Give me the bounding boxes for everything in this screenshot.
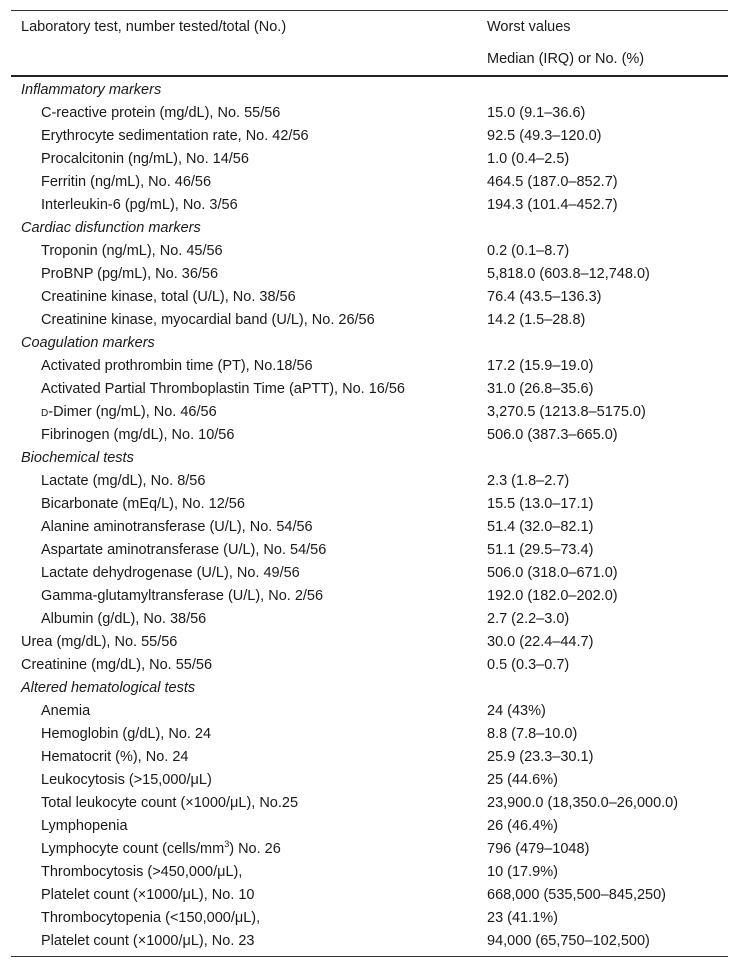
test-value: 3,270.5 (1213.8–5175.0) bbox=[487, 404, 646, 420]
lab-results-table bbox=[11, 10, 728, 957]
test-value: 94,000 (65,750–102,500) bbox=[487, 933, 650, 949]
test-label: Total leukocyte count (×1000/μL), No.25 bbox=[41, 795, 299, 811]
test-value: 5,818.0 (603.8–12,748.0) bbox=[487, 266, 650, 282]
test-value: 23 (41.1%) bbox=[487, 910, 558, 926]
test-value: 15.0 (9.1–36.6) bbox=[487, 105, 586, 121]
test-value: 8.8 (7.8–10.0) bbox=[487, 726, 578, 742]
test-value: 506.0 (387.3–665.0) bbox=[487, 427, 618, 443]
test-label: Platelet count (×1000/μL), No. 23 bbox=[41, 933, 255, 949]
table-row bbox=[11, 930, 728, 953]
section-row bbox=[11, 677, 728, 700]
test-value: 14.2 (1.5–28.8) bbox=[487, 312, 586, 328]
test-value: 30.0 (22.4–44.7) bbox=[487, 634, 594, 650]
test-value: 76.4 (43.5–136.3) bbox=[487, 289, 602, 305]
test-value bbox=[487, 332, 728, 355]
test-label: Thrombocytosis (>450,000/μL), bbox=[41, 864, 243, 880]
test-label bbox=[11, 838, 487, 861]
test-label: Procalcitonin (ng/mL), No. 14/56 bbox=[41, 151, 249, 167]
test-value: 194.3 (101.4–452.7) bbox=[487, 197, 618, 213]
table-row bbox=[11, 815, 728, 838]
test-label: Urea (mg/dL), No. 55/56 bbox=[21, 634, 178, 650]
test-label: Creatinine kinase, total (U/L), No. 38/56 bbox=[41, 289, 296, 305]
header-col2-line1: Worst values bbox=[487, 19, 571, 35]
test-label bbox=[11, 401, 487, 424]
table-header bbox=[11, 11, 728, 75]
test-value: 23,900.0 (18,350.0–26,000.0) bbox=[487, 795, 679, 811]
test-value: 25.9 (23.3–30.1) bbox=[487, 749, 594, 765]
test-label: Activated prothrombin time (PT), No.18/56 bbox=[41, 358, 313, 374]
test-label-suffix: ) No. 26 bbox=[229, 841, 281, 857]
test-value: 24 (43%) bbox=[487, 703, 546, 719]
section-label: Inflammatory markers bbox=[21, 82, 162, 98]
test-value: 2.3 (1.8–2.7) bbox=[487, 473, 570, 489]
test-value: 0.2 (0.1–8.7) bbox=[487, 243, 570, 259]
test-value: 668,000 (535,500–845,250) bbox=[487, 887, 666, 903]
table-row bbox=[11, 148, 728, 171]
table-row bbox=[11, 861, 728, 884]
test-label-text: Lymphocyte count (cells/mm bbox=[41, 841, 225, 857]
table-row bbox=[11, 907, 728, 930]
table-row bbox=[11, 769, 728, 792]
table-row bbox=[11, 792, 728, 815]
table-bottom-rule bbox=[11, 956, 728, 957]
test-label: Anemia bbox=[41, 703, 91, 719]
test-value: 25 (44.6%) bbox=[487, 772, 558, 788]
table-row bbox=[11, 884, 728, 907]
table-row bbox=[11, 378, 728, 401]
table-row bbox=[11, 608, 728, 631]
table-row bbox=[11, 424, 728, 447]
test-label: Activated Partial Thromboplastin Time (aPTT), No. 16/56 bbox=[41, 381, 405, 397]
test-value: 51.1 (29.5–73.4) bbox=[487, 542, 594, 558]
table-row bbox=[11, 286, 728, 309]
table-row bbox=[11, 700, 728, 723]
test-value: 2.7 (2.2–3.0) bbox=[487, 611, 570, 627]
test-label: Ferritin (ng/mL), No. 46/56 bbox=[41, 174, 212, 190]
test-label: Platelet count (×1000/μL), No. 10 bbox=[41, 887, 255, 903]
test-label: Lymphopenia bbox=[41, 818, 128, 834]
test-label: Bicarbonate (mEq/L), No. 12/56 bbox=[41, 496, 245, 512]
test-value: 796 (479–1048) bbox=[487, 841, 590, 857]
table-row bbox=[11, 493, 728, 516]
table-row bbox=[11, 309, 728, 332]
table-row bbox=[11, 516, 728, 539]
test-label: ProBNP (pg/mL), No. 36/56 bbox=[41, 266, 219, 282]
test-label: Creatinine (mg/dL), No. 55/56 bbox=[21, 657, 213, 673]
test-label: Albumin (g/dL), No. 38/56 bbox=[41, 611, 207, 627]
test-value bbox=[487, 677, 728, 700]
header-col2-line2: Median (IRQ) or No. (%) bbox=[487, 51, 645, 67]
test-label: Fibrinogen (mg/dL), No. 10/56 bbox=[41, 427, 235, 443]
test-label: Leukocytosis (>15,000/μL) bbox=[41, 772, 212, 788]
test-label: Lactate dehydrogenase (U/L), No. 49/56 bbox=[41, 565, 300, 581]
table-row bbox=[11, 470, 728, 493]
test-value bbox=[487, 447, 728, 470]
test-label: Erythrocyte sedimentation rate, No. 42/56 bbox=[41, 128, 309, 144]
test-label-text: -Dimer (ng/mL), No. 46/56 bbox=[48, 404, 217, 420]
test-label: Hemoglobin (g/dL), No. 24 bbox=[41, 726, 212, 742]
test-label: Interleukin-6 (pg/mL), No. 3/56 bbox=[41, 197, 238, 213]
table-row bbox=[11, 562, 728, 585]
table-row bbox=[11, 171, 728, 194]
test-value: 0.5 (0.3–0.7) bbox=[487, 657, 570, 673]
table-row bbox=[11, 102, 728, 125]
test-label: Creatinine kinase, myocardial band (U/L), No. 26/56 bbox=[41, 312, 375, 328]
test-value: 31.0 (26.8–35.6) bbox=[487, 381, 594, 397]
section-row bbox=[11, 217, 728, 240]
section-row bbox=[11, 447, 728, 470]
test-label: Hematocrit (%), No. 24 bbox=[41, 749, 189, 765]
section-label: Coagulation markers bbox=[21, 335, 155, 351]
table-row bbox=[11, 723, 728, 746]
test-value: 92.5 (49.3–120.0) bbox=[487, 128, 602, 144]
section-label: Altered hematological tests bbox=[21, 680, 196, 696]
test-label: C-reactive protein (mg/dL), No. 55/56 bbox=[41, 105, 281, 121]
table-row bbox=[11, 654, 728, 677]
table-row bbox=[11, 194, 728, 217]
d-prefix: D bbox=[41, 408, 49, 419]
test-label: Lactate (mg/dL), No. 8/56 bbox=[41, 473, 206, 489]
test-value: 17.2 (15.9–19.0) bbox=[487, 358, 594, 374]
test-value: 51.4 (32.0–82.1) bbox=[487, 519, 594, 535]
unit-superscript: 3 bbox=[224, 839, 230, 850]
test-value: 1.0 (0.4–2.5) bbox=[487, 151, 570, 167]
test-label: Alanine aminotransferase (U/L), No. 54/56 bbox=[41, 519, 313, 535]
table-row bbox=[11, 240, 728, 263]
table-row bbox=[11, 263, 728, 286]
test-value: 506.0 (318.0–671.0) bbox=[487, 565, 618, 581]
table-row bbox=[11, 746, 728, 769]
table-row bbox=[11, 539, 728, 562]
test-value: 26 (46.4%) bbox=[487, 818, 558, 834]
test-value: 192.0 (182.0–202.0) bbox=[487, 588, 618, 604]
test-label: Gamma-glutamyltransferase (U/L), No. 2/56 bbox=[41, 588, 324, 604]
table-row bbox=[11, 355, 728, 378]
test-value: 10 (17.9%) bbox=[487, 864, 558, 880]
table-row bbox=[11, 631, 728, 654]
table-row bbox=[11, 401, 728, 424]
test-value bbox=[487, 217, 728, 240]
table-row bbox=[11, 838, 728, 861]
header-col1: Laboratory test, number tested/total (No.) bbox=[21, 19, 287, 35]
section-label: Cardiac disfunction markers bbox=[21, 220, 201, 236]
section-row bbox=[11, 79, 728, 102]
test-value bbox=[487, 79, 728, 102]
table-body bbox=[11, 77, 728, 956]
test-label: Troponin (ng/mL), No. 45/56 bbox=[41, 243, 223, 259]
test-value: 464.5 (187.0–852.7) bbox=[487, 174, 618, 190]
table-row bbox=[11, 585, 728, 608]
test-label: Thrombocytopenia (<150,000/μL), bbox=[41, 910, 261, 926]
section-label: Biochemical tests bbox=[21, 450, 134, 466]
table-row bbox=[11, 125, 728, 148]
test-label: Aspartate aminotransferase (U/L), No. 54/56 bbox=[41, 542, 327, 558]
section-row bbox=[11, 332, 728, 355]
test-value: 15.5 (13.0–17.1) bbox=[487, 496, 594, 512]
